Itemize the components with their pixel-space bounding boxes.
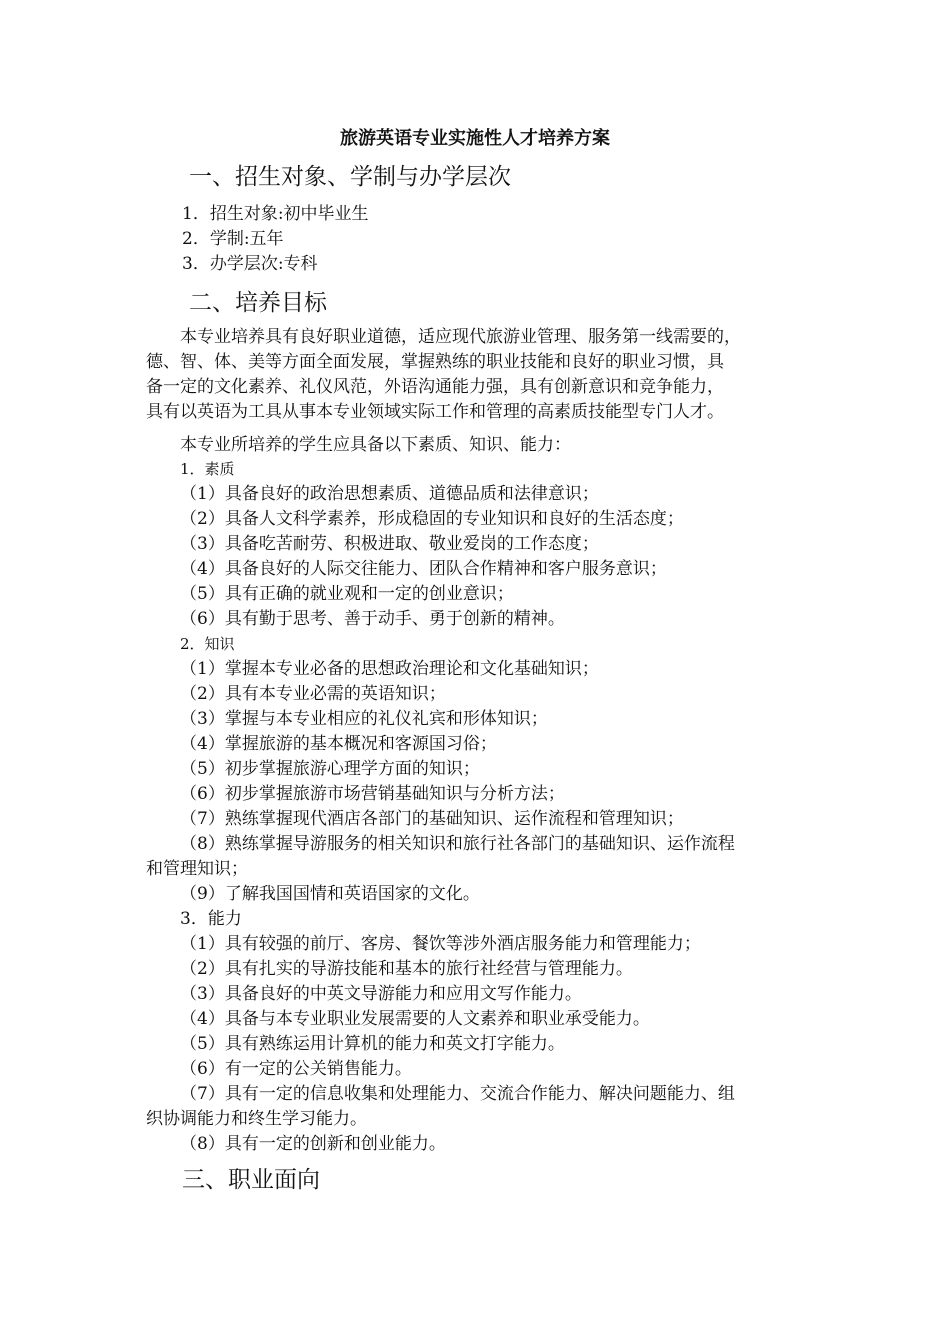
list-item: （5）初步掌握旅游心理学方面的知识； [180, 759, 480, 779]
list-item: 2．学制:五年 [182, 229, 284, 249]
list-item: （2）具有扎实的导游技能和基本的旅行社经营与管理能力。 [180, 959, 633, 979]
list-item: （4）具备与本专业职业发展需要的人文素养和职业承受能力。 [180, 1009, 650, 1029]
list-item: （6）具有勤于思考、善于动手、勇于创新的精神。 [180, 609, 565, 629]
list-item: （5）具有熟练运用计算机的能力和英文打字能力。 [180, 1034, 565, 1054]
list-item: 1．招生对象:初中毕业生 [182, 204, 369, 224]
list-item: 3．办学层次:专科 [182, 254, 318, 274]
subsection-heading-knowledge: 2．知识 [180, 635, 235, 653]
list-item: （3）具备良好的中英文导游能力和应用文写作能力。 [180, 984, 582, 1004]
list-item: （6）有一定的公关销售能力。 [180, 1059, 412, 1079]
list-item: （1）具备良好的政治思想素质、道德品质和法律意识； [180, 484, 599, 504]
list-item: （7）熟练掌握现代酒店各部门的基础知识、运作流程和管理知识； [180, 809, 684, 829]
list-item: （3）具备吃苦耐劳、积极进取、敬业爱岗的工作态度； [180, 534, 599, 554]
list-item: （5）具有正确的就业观和一定的创业意识； [180, 584, 514, 604]
list-item: （6）初步掌握旅游市场营销基础知识与分析方法； [180, 784, 565, 804]
paragraph-line: 本专业所培养的学生应具备以下素质、知识、能力： [180, 435, 571, 455]
section-heading-objectives: 二、培养目标 [189, 290, 327, 316]
section-heading-enrollment: 一、招生对象、学制与办学层次 [189, 164, 511, 190]
list-item: （8）具有一定的创新和创业能力。 [180, 1134, 446, 1154]
list-item: （9）了解我国国情和英语国家的文化。 [180, 884, 480, 904]
list-item: （3）掌握与本专业相应的礼仪礼宾和形体知识； [180, 709, 548, 729]
paragraph-line: 德、智、体、美等方面全面发展，掌握熟练的职业技能和良好的职业习惯，具 [146, 352, 724, 372]
subsection-heading-quality: 1．素质 [180, 460, 235, 478]
list-item: （8）熟练掌握导游服务的相关知识和旅行社各部门的基础知识、运作流程 [180, 834, 735, 854]
paragraph-line: 备一定的文化素养、礼仪风范，外语沟通能力强，具有创新意识和竞争能力， [146, 377, 724, 397]
paragraph-line: 本专业培养具有良好职业道德，适应现代旅游业管理、服务第一线需要的， [180, 327, 741, 347]
list-item: （1）掌握本专业必备的思想政治理论和文化基础知识； [180, 659, 599, 679]
list-item: （1）具有较强的前厅、客房、餐饮等涉外酒店服务能力和管理能力； [180, 934, 701, 954]
document-title: 旅游英语专业实施性人才培养方案 [340, 128, 610, 149]
list-item-continuation: 织协调能力和终生学习能力。 [146, 1109, 367, 1129]
paragraph-line: 具有以英语为工具从事本专业领域实际工作和管理的高素质技能型专门人才。 [146, 402, 724, 422]
list-item: （7）具有一定的信息收集和处理能力、交流合作能力、解决问题能力、组 [180, 1084, 735, 1104]
section-heading-career: 三、职业面向 [182, 1167, 320, 1193]
list-item-continuation: 和管理知识； [146, 859, 248, 879]
subsection-heading-ability: 3．能力 [180, 909, 242, 929]
list-item: （4）具备良好的人际交往能力、团队合作精神和客户服务意识； [180, 559, 667, 579]
list-item: （2）具备人文科学素养，形成稳固的专业知识和良好的生活态度； [180, 509, 684, 529]
list-item: （4）掌握旅游的基本概况和客源国习俗； [180, 734, 497, 754]
list-item: （2）具有本专业必需的英语知识； [180, 684, 446, 704]
